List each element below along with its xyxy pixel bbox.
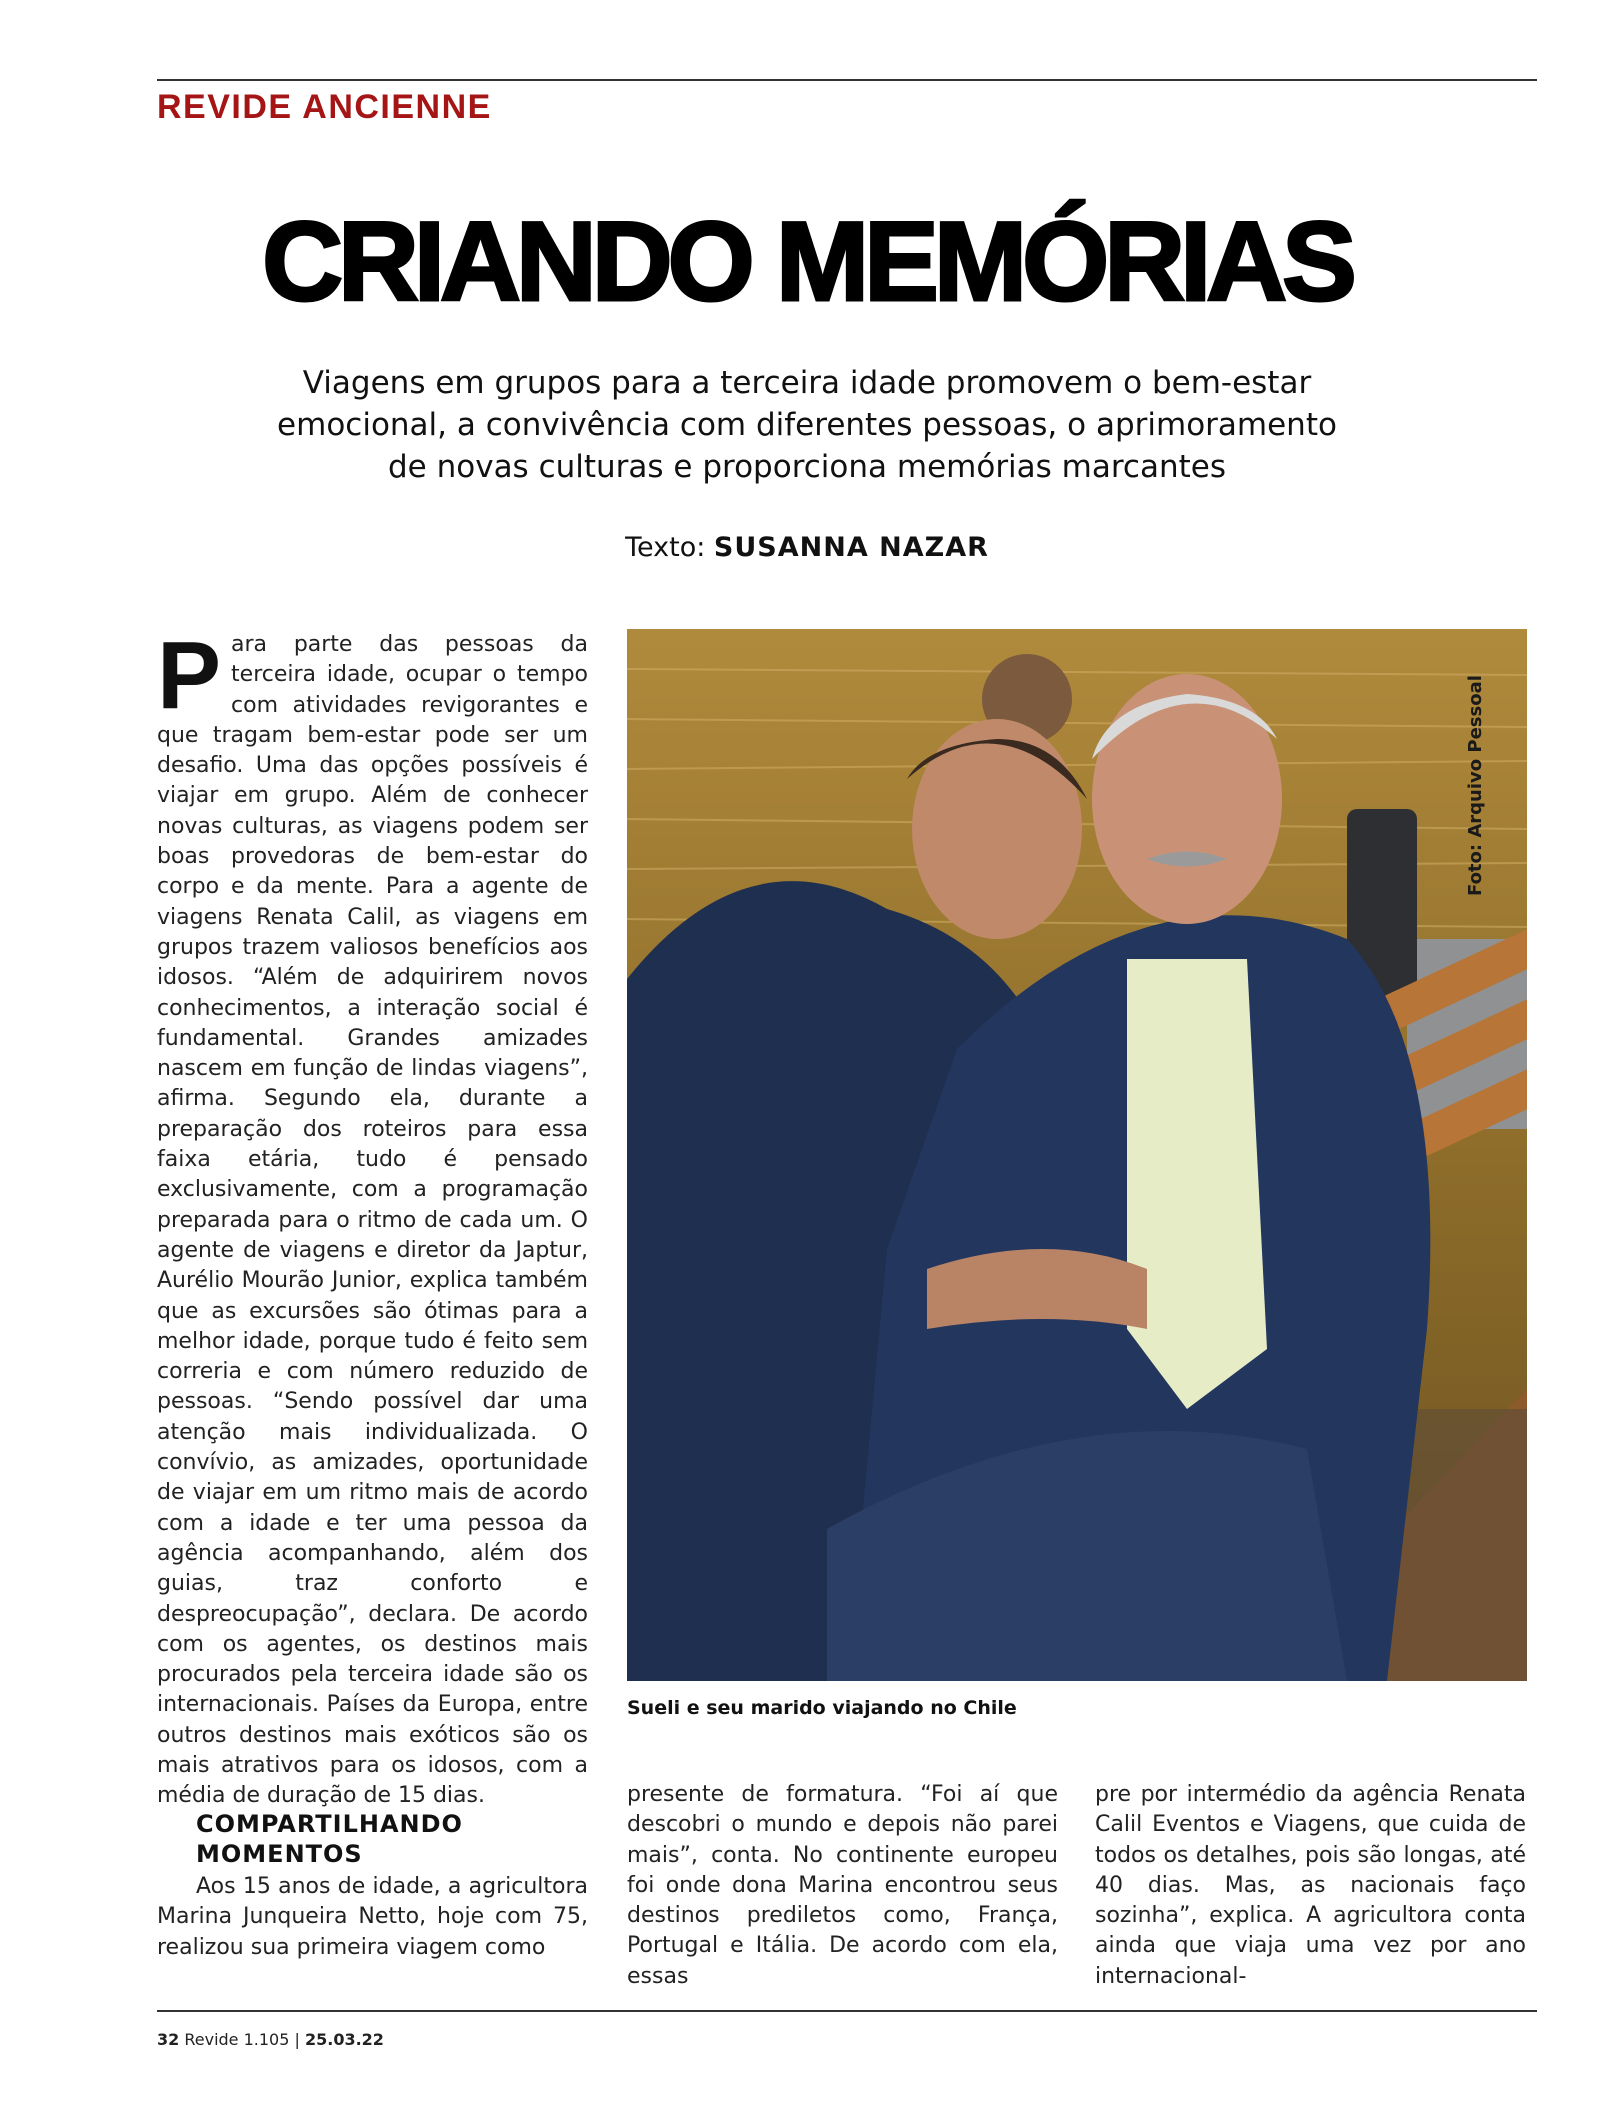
article-column-3 xyxy=(1095,1780,1526,1992)
photo-caption: Sueli e seu marido viajando no Chile xyxy=(627,1697,1017,1719)
photo-illustration xyxy=(627,629,1527,1681)
photo-credit: Foto: Arquivo Pessoal xyxy=(1465,675,1486,896)
article-title: CRIANDO MEMÓRIAS xyxy=(262,199,1352,324)
drop-cap: P xyxy=(157,622,222,729)
article-column-2 xyxy=(627,1780,1058,1992)
article-photo xyxy=(627,629,1527,1681)
section-label: REVIDE ANCIENNE xyxy=(157,88,492,126)
page-number: 32 xyxy=(157,2030,180,2049)
article-column-1-continued xyxy=(157,1872,588,1963)
column-2-text: presente de formatura. “Foi aí que descobri o mundo e depois não parei mais”, conta. No continente europeu foi onde dona Marina encontrou seus destinos prediletos como, França, Portugal e Itália. De acordo com ela, essas xyxy=(627,1782,1058,1989)
byline-label: Texto: xyxy=(625,532,706,563)
issue-date: 25.03.22 xyxy=(304,2030,384,2049)
page-footer xyxy=(157,2030,384,2049)
top-rule xyxy=(157,79,1537,81)
section-subheading: COMPARTILHANDO MOMENTOS xyxy=(196,1810,463,1868)
column-1-text: ara parte das pessoas da terceira idade, ocupar o tempo com atividades revigorantes e que tragam bem-estar pode ser um desafio. Uma das opções possíveis é viajar em grupo. Além de conhecer novas culturas, as viagens podem ser boas provedoras de bem-estar do corpo e da mente. Para a agente de viagens Renata Calil, as viagens em grupos trazem valiosos benefícios aos idosos. “Além de adquirirem novos conhecimentos, a interação social é fundamental. Grandes amizades nascem em função de lindas viagens”, afirma. Segundo ela, durante a preparação dos roteiros para essa faixa etária, tudo é pensado exclusivamente, com a programação preparada para o ritmo de cada um. O agente de viagens e diretor da Japtur, Aurélio Mourão Junior, explica também que as excursões são ótimas para a melhor idade, porque tudo é feito sem correria e com número reduzido de pessoas. “Sendo possível dar uma atenção mais individualizada. O convívio, as amizades, oportunidade de viajar em um ritmo mais de acordo com a idade e ter uma pessoa da agência acompanhando, além dos guias, traz conforto e despreocupação”, declara. De acordo com os agentes, os destinos mais procurados pela terceira idade são os internacionais. Países da Europa, entre outros destinos mais exóticos são os mais atrativos para os idosos, com a média de duração de 15 dias. xyxy=(157,632,588,1809)
column-3-text: pre por intermédio da agência Renata Calil Eventos e Viagens, que cuida de todos os detalhes, pois são longas, até 40 dias. Mas, as nacionais faço sozinha”, explica. A agricultora conta ainda que viaja uma vez por ano internacional- xyxy=(1095,1782,1526,1989)
byline-author: SUSANNA NAZAR xyxy=(713,532,989,563)
article-column-1 xyxy=(157,622,588,1812)
bottom-rule xyxy=(157,2010,1537,2012)
footer-separator: | xyxy=(294,2030,300,2049)
byline xyxy=(0,532,1614,563)
article-subtitle: Viagens em grupos para a terceira idade promovem o bem-estar emocional, a convivência com diferentes pessoas, o aprimoramento de novas culturas e proporciona memórias marcantes xyxy=(277,365,1337,485)
column-1b-text: Aos 15 anos de idade, a agricultora Marina Junqueira Netto, hoje com 75, realizou sua primeira viagem como xyxy=(157,1874,588,1960)
magazine-issue: Revide 1.105 xyxy=(184,2030,290,2049)
